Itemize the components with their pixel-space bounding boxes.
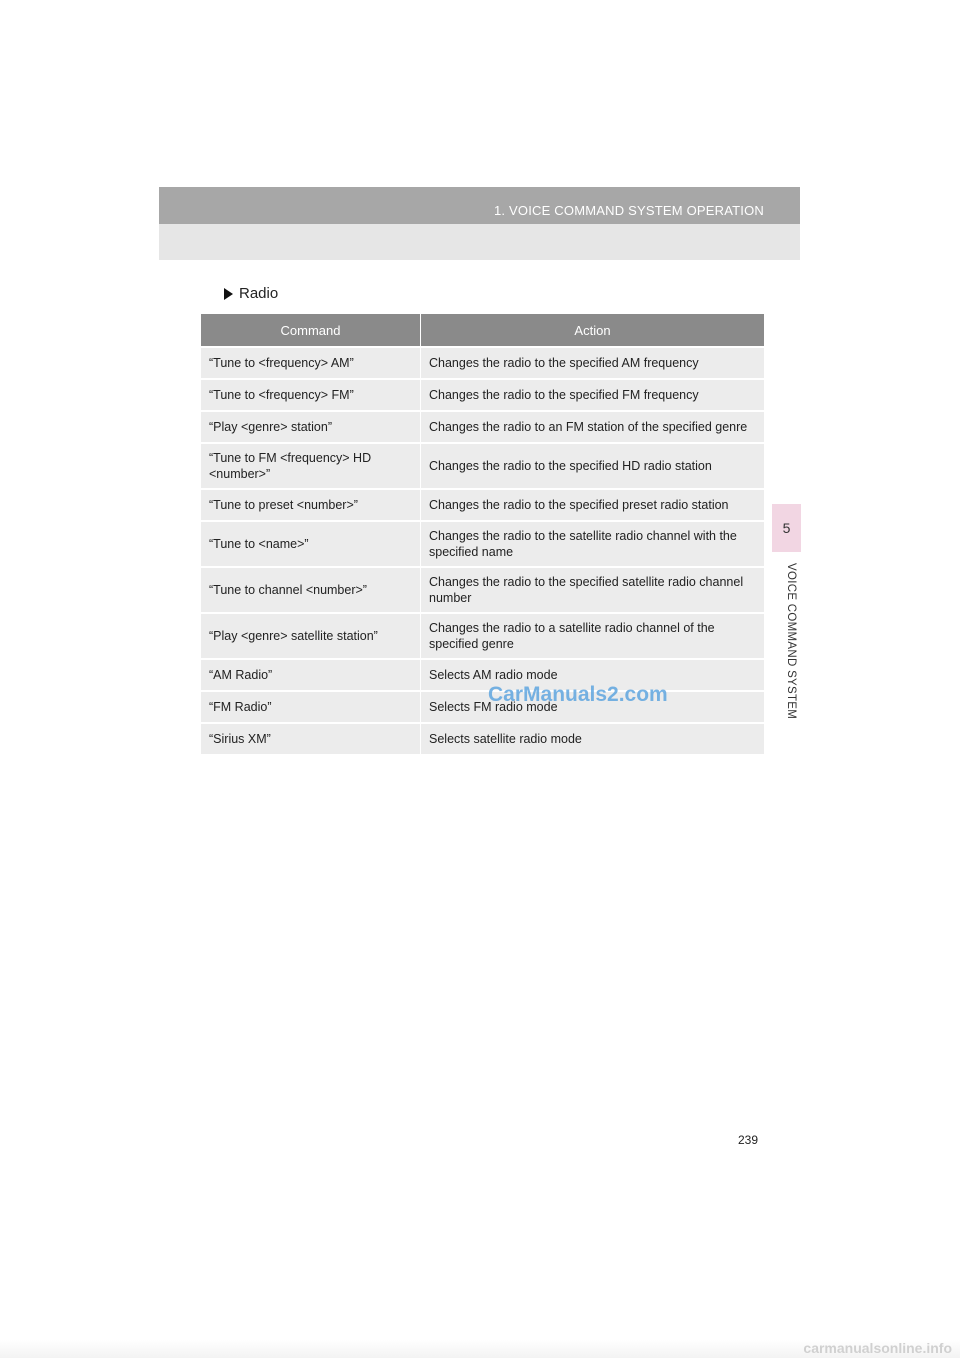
section-heading bbox=[224, 285, 278, 302]
action-cell: Selects AM radio mode bbox=[421, 659, 765, 691]
chapter-number: 5 bbox=[782, 520, 791, 536]
command-cell: “Tune to <frequency> FM” bbox=[201, 379, 421, 411]
table-row bbox=[201, 567, 764, 613]
action-cell: Changes the radio to a satellite radio channel of the specified genre bbox=[421, 613, 765, 659]
table-row bbox=[201, 379, 764, 411]
table-row bbox=[201, 659, 764, 691]
table-row bbox=[201, 691, 764, 723]
chapter-tab bbox=[772, 504, 801, 552]
command-cell: “Sirius XM” bbox=[201, 723, 421, 754]
action-cell: Changes the radio to an FM station of the specified genre bbox=[421, 411, 765, 443]
column-header-action: Action bbox=[421, 314, 765, 347]
table-row bbox=[201, 613, 764, 659]
command-cell: “Tune to FM <frequency> HD <number>” bbox=[201, 443, 421, 489]
table-row bbox=[201, 347, 764, 379]
section-heading-label: Radio bbox=[239, 285, 279, 302]
running-header bbox=[159, 187, 800, 224]
table-row bbox=[201, 723, 764, 754]
header-sub-band bbox=[159, 224, 800, 260]
action-cell: Selects satellite radio mode bbox=[421, 723, 765, 754]
action-cell: Changes the radio to the specified HD radio station bbox=[421, 443, 765, 489]
action-cell: Selects FM radio mode bbox=[421, 691, 765, 723]
command-cell: “Play <genre> station” bbox=[201, 411, 421, 443]
watermark: CarManuals2.com bbox=[488, 683, 668, 706]
column-header-command: Command bbox=[201, 314, 421, 347]
page-number: 239 bbox=[738, 1133, 759, 1147]
command-cell: “AM Radio” bbox=[201, 659, 421, 691]
action-cell: Changes the radio to the satellite radio channel with the specified name bbox=[421, 521, 765, 567]
table-row bbox=[201, 489, 764, 521]
chapter-label: VOICE COMMAND SYSTEM bbox=[785, 563, 797, 720]
running-header-title: 1. VOICE COMMAND SYSTEM OPERATION bbox=[493, 203, 764, 218]
command-cell: “Tune to preset <number>” bbox=[201, 489, 421, 521]
command-cell: “Tune to <name>” bbox=[201, 521, 421, 567]
footer-site-watermark: carmanualsonline.info bbox=[803, 1340, 952, 1356]
footer-watermark-band bbox=[0, 1340, 960, 1358]
action-cell: Changes the radio to the specified preset radio station bbox=[421, 489, 765, 521]
command-cell: “FM Radio” bbox=[201, 691, 421, 723]
voice-command-table bbox=[201, 314, 764, 754]
action-cell: Changes the radio to the specified AM frequency bbox=[421, 347, 765, 379]
action-cell: Changes the radio to the specified satellite radio channel number bbox=[421, 567, 765, 613]
command-cell: “Tune to channel <number>” bbox=[201, 567, 421, 613]
table-row bbox=[201, 443, 764, 489]
command-cell: “Tune to <frequency> AM” bbox=[201, 347, 421, 379]
triangle-bullet-icon bbox=[224, 288, 233, 300]
action-cell: Changes the radio to the specified FM frequency bbox=[421, 379, 765, 411]
command-cell: “Play <genre> satellite station” bbox=[201, 613, 421, 659]
table-row bbox=[201, 411, 764, 443]
table-row bbox=[201, 521, 764, 567]
